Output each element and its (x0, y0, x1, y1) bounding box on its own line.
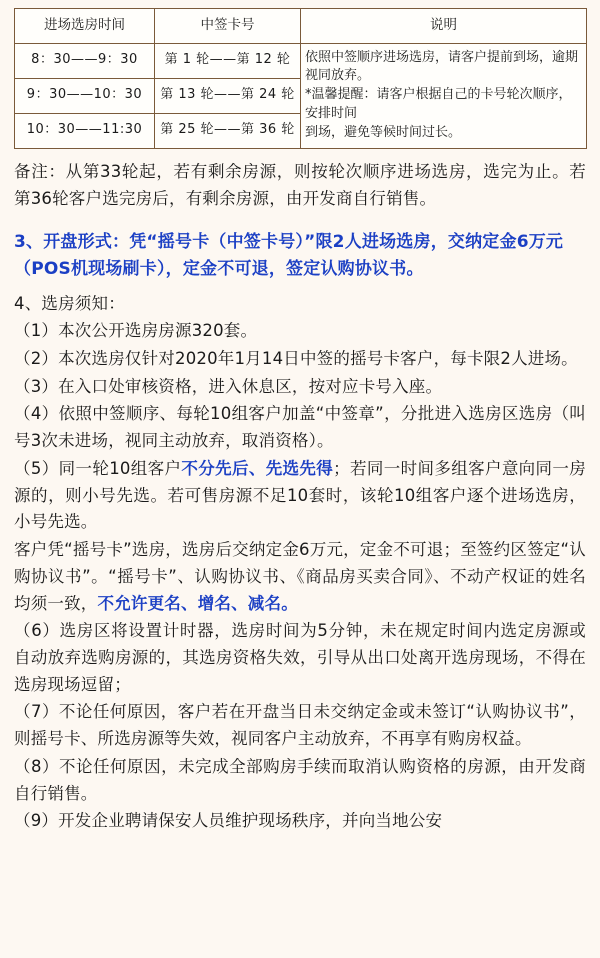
item-2: （2）本次选房仅针对2020年1月14日中签的摇号卡客户，每卡限2人进场。 (14, 349, 578, 369)
item-6: （6）选房区将设置计时器，选房时间为5分钟，未在规定时间内选定房源或自动放弃选购房源的，其选房资格失效，引导从出口处离开选房现场，不得在选房现场逗留； (14, 621, 586, 694)
schedule-table (14, 8, 587, 149)
column-header-note: 说明 (301, 9, 587, 44)
item-5-part-b: ；若同一时间多组客户意向同一房源的，则小号先选。若可售房源不足10套时，该轮10组客户逐个进场选房，小号先选。 (14, 458, 586, 532)
cell-round: 第 1 轮——第 12 轮 (155, 43, 301, 78)
section-4-title: 4、选房须知： (14, 293, 125, 313)
cell-time: 9：30——10：30 (15, 78, 155, 113)
cell-round: 第 13 轮——第 24 轮 (155, 78, 301, 113)
item-4: （4）依照中签顺序、每轮10组客户加盖“中签章”，分批进入选房区选房（叫号3次未进场，视同主动放弃，取消资格）。 (14, 404, 586, 451)
item-1: （1）本次公开选房房源320套。 (14, 321, 258, 341)
note-line-1: 依照中签顺序进场选房，请客户提前到场，逾期视同放弃。 (305, 49, 579, 84)
item-5-part-a: （5）同一轮10组客户 (14, 458, 182, 478)
column-header-card: 中签卡号 (155, 9, 301, 44)
table-header-row (15, 9, 587, 44)
item-3: （3）在入口处审核资格，进入休息区，按对应卡号入座。 (14, 376, 443, 396)
cell-round: 第 25 轮——第 36 轮 (155, 113, 301, 148)
item-5-highlight-2: 不允许更名、增名、减名。 (97, 593, 298, 613)
column-header-time: 进场选房时间 (15, 9, 155, 44)
item-5 (14, 456, 586, 536)
item-9: （9）开发企业聘请保安人员维护现场秩序，并向当地公安 (14, 811, 443, 831)
item-5-part-c: 客户凭“摇号卡”选房，选房后交纳定金6万元，定金不可退；至签约区签定“认购协议书”。“摇号卡”、认购协议书、《商品房买卖合同》、不动产权证的姓名均须一致， (14, 540, 586, 613)
table-row (15, 43, 587, 78)
remark-paragraph: 备注：从第33轮起，若有剩余房源，则按轮次顺序进场选房，选完为止。若第36轮客户选完房后，有剩余房源，由开发商自行销售。 (14, 161, 586, 208)
item-7: （7）不论任何原因，客户若在开盘当日未交纳定金或未签订“认购协议书”，则摇号卡、所选房源等失效，视同客户主动放弃，不再享有购房权益。 (14, 702, 586, 749)
item-5-highlight: 不分先后、先选先得 (181, 458, 334, 478)
note-line-2: *温馨提醒：请客户根据自己的卡号轮次顺序，安排时间 (305, 87, 572, 122)
item-8: （8）不论任何原因，未完成全部购房手续而取消认购资格的房源，由开发商自行销售。 (14, 756, 586, 803)
item-5-continued (14, 537, 586, 617)
cell-note (301, 43, 587, 148)
cell-time: 8：30——9：30 (15, 43, 155, 78)
note-line-3: 到场，避免等候时间过长。 (305, 124, 462, 140)
cell-time: 10：30——11:30 (15, 113, 155, 148)
section-3-title: 3、开盘形式：凭“摇号卡（中签卡号）”限2人进场选房，交纳定金6万元（POS机现场刷卡），定金不可退，签定认购协议书。 (14, 232, 564, 280)
